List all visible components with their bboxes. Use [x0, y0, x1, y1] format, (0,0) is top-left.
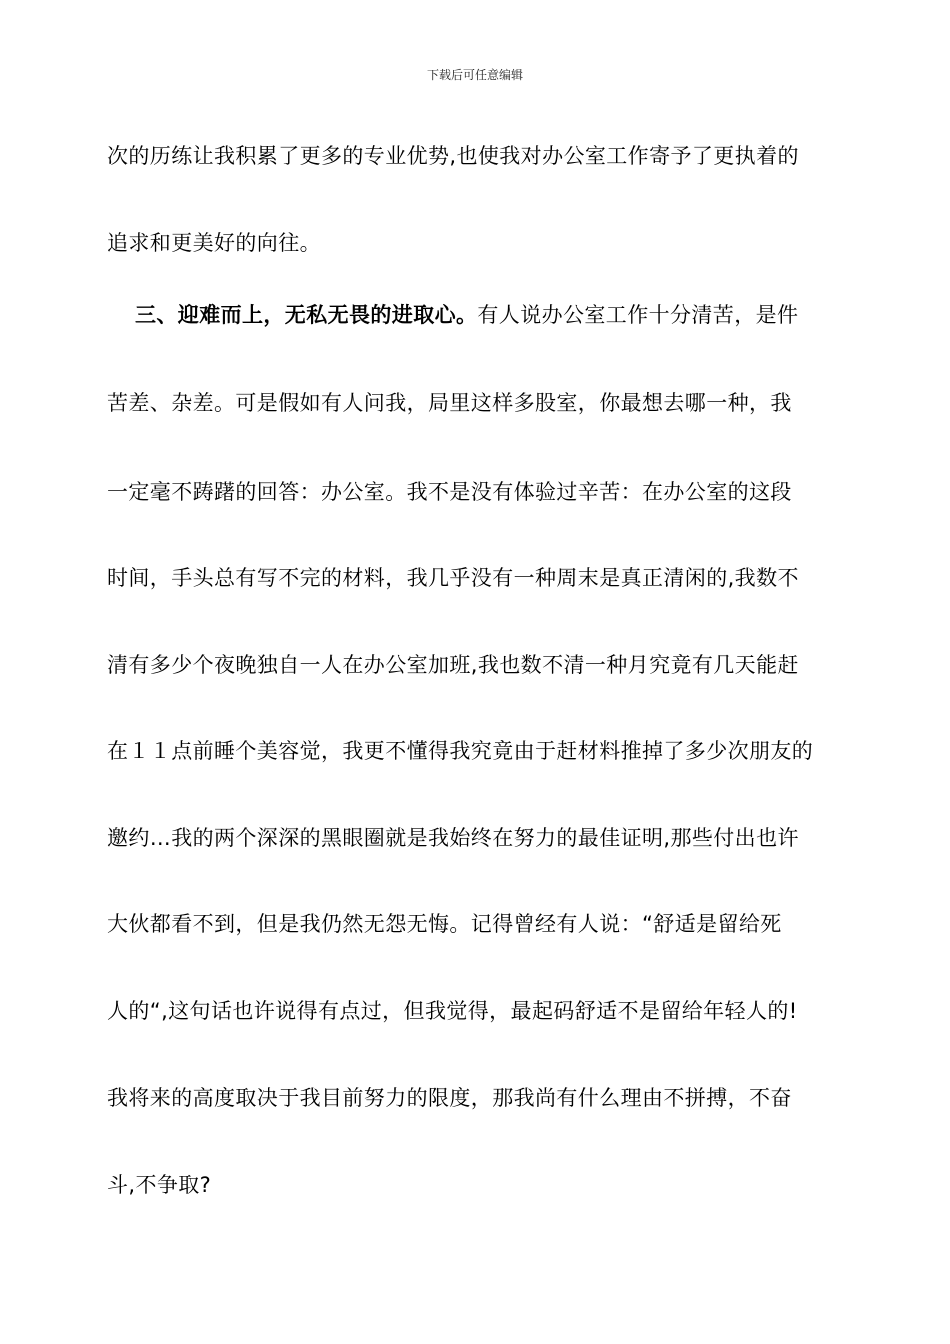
text-line-3: 有人说办公室工作十分清苦，是件	[477, 303, 799, 327]
text-line-13: 斗,不争取?	[107, 1173, 212, 1197]
text-line-11: 人的“,这句话也许说得有点过，但我觉得，最起码舒适不是留给年轻人的!	[107, 999, 798, 1023]
page-header: 下载后可任意编辑	[426, 68, 523, 82]
text-line-5: 一定毫不踌躇的回答：办公室。我不是没有体验过辛苦：在办公室的这段	[107, 480, 792, 504]
text-line-7: 清有多少个夜晚独自一人在办公室加班,我也数不清一种月究竟有几天能赶	[107, 653, 799, 677]
text-line-10: 大伙都看不到，但是我仍然无怨无悔。记得曾经有人说：“舒适是留给死	[107, 912, 782, 936]
paragraph-first-line	[135, 301, 798, 329]
text-line-8: 在１１点前睡个美容觉，我更不懂得我究竟由于赶材料推掉了多少次朋友的	[107, 739, 814, 763]
text-line-6: 时间，手头总有写不完的材料，我几乎没有一种周末是真正清闲的,我数不	[107, 566, 799, 590]
text-line-12: 我将来的高度取决于我目前努力的限度，那我尚有什么理由不拼搏，不奋	[107, 1086, 792, 1110]
text-line-1: 次的历练让我积累了更多的专业优势,也使我对办公室工作寄予了更执着的	[107, 144, 799, 168]
text-line-2: 追求和更美好的向往。	[107, 231, 321, 255]
text-line-4: 苦差、杂差。可是假如有人问我，局里这样多股室，你最想去哪一种，我	[107, 391, 792, 415]
text-line-9: 邀约…我的两个深深的黑眼圈就是我始终在努力的最佳证明,那些付出也许	[107, 826, 799, 850]
section-heading: 三、迎难而上，无私无畏的进取心。	[135, 303, 478, 327]
